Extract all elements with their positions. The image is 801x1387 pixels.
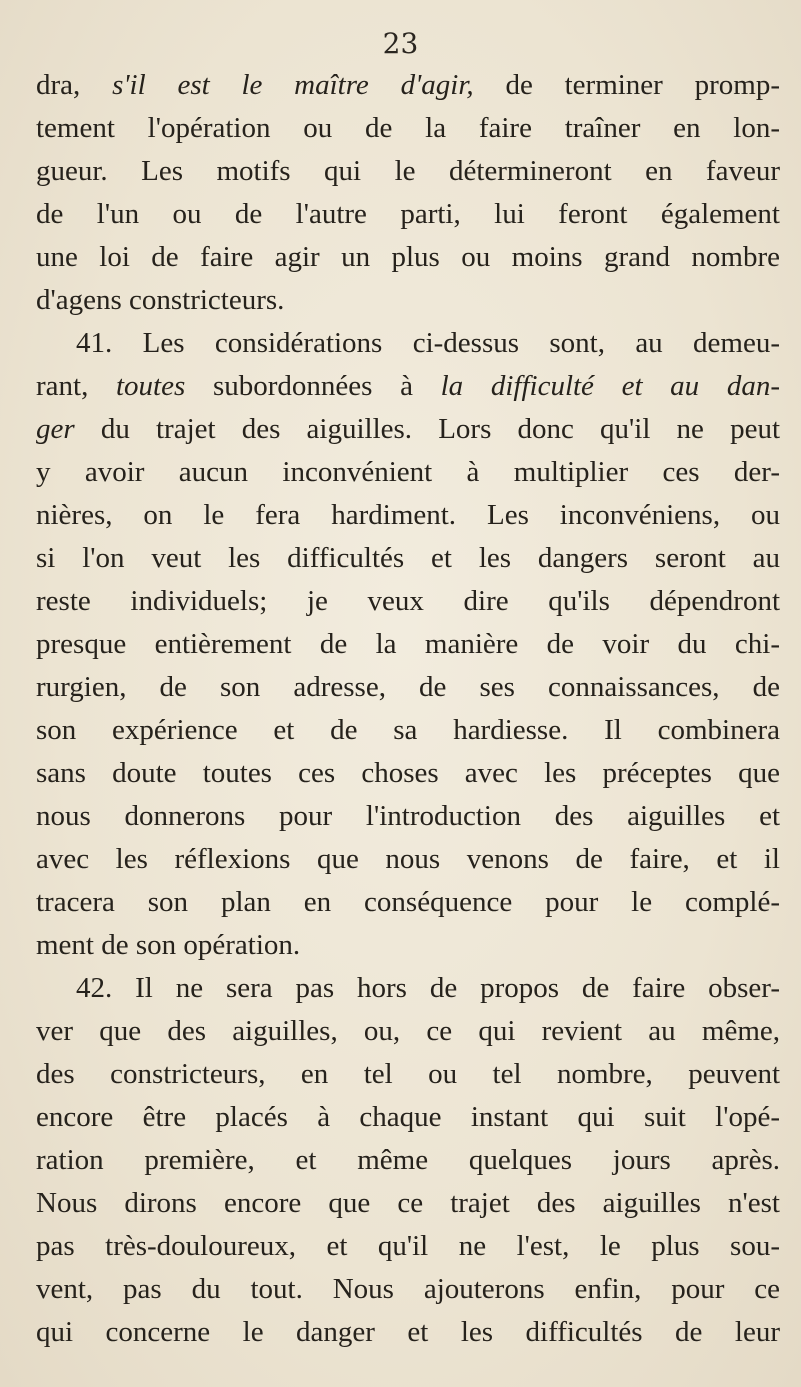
text-line: tement l'opération ou de la faire traîner en lon- — [36, 112, 780, 144]
paragraph-41-start: 41. Les considérations ci-dessus sont, au demeu- — [76, 327, 780, 359]
text-line: ver que des aiguilles, ou, ce qui revient au même, — [36, 1015, 780, 1047]
text-line: si l'on veut les difficultés et les dangers seront au — [36, 542, 780, 574]
text-line: dra, s'il est le maître d'agir, de terminer promp- — [36, 69, 780, 101]
text-line: rurgien, de son adresse, de ses connaissances, de — [36, 671, 780, 703]
text-line: d'agens constricteurs. — [36, 284, 285, 316]
text-line: Nous dirons encore que ce trajet des aiguilles n'est — [36, 1187, 780, 1219]
page-number: 23 — [382, 27, 419, 60]
text-line: ment de son opération. — [36, 929, 301, 961]
text-line: des constricteurs, en tel ou tel nombre, peuvent — [36, 1058, 780, 1090]
text-line: y avoir aucun inconvénient à multiplier ces der- — [36, 456, 780, 488]
text-line: gueur. Les motifs qui le détermineront en faveur — [36, 155, 780, 187]
text-line: nières, on le fera hardiment. Les inconvéniens, ou — [36, 499, 780, 531]
text-line: rant, toutes subordonnées à la difficulté et au dan- — [36, 370, 781, 402]
text-line: pas très-douloureux, et qu'il ne l'est, le plus sou- — [36, 1230, 780, 1262]
text-line: nous donnerons pour l'introduction des aiguilles et — [36, 800, 780, 832]
text-line: encore être placés à chaque instant qui suit l'opé- — [36, 1101, 780, 1133]
body-text — [36, 64, 780, 1354]
text-line: tracera son plan en conséquence pour le complé- — [36, 886, 780, 918]
text-line: reste individuels; je veux dire qu'ils dépendront — [36, 585, 780, 617]
text-line: de l'un ou de l'autre parti, lui feront également — [36, 198, 780, 230]
text-line: une loi de faire agir un plus ou moins grand nombre — [36, 241, 780, 273]
text-line: presque entièrement de la manière de voir du chi- — [36, 628, 780, 660]
text-line: ger du trajet des aiguilles. Lors donc qu'il ne peut — [36, 413, 780, 445]
text-line: qui concerne le danger et les difficultés de leur — [36, 1316, 780, 1348]
text-line: son expérience et de sa hardiesse. Il combinera — [36, 714, 780, 746]
text-line: ration première, et même quelques jours après. — [36, 1144, 780, 1176]
text-line: vent, pas du tout. Nous ajouterons enfin, pour ce — [36, 1273, 780, 1305]
text-line: sans doute toutes ces choses avec les préceptes que — [36, 757, 780, 789]
text-line: avec les réflexions que nous venons de faire, et il — [36, 843, 780, 875]
paragraph-42-start: 42. Il ne sera pas hors de propos de faire obser- — [76, 972, 780, 1004]
